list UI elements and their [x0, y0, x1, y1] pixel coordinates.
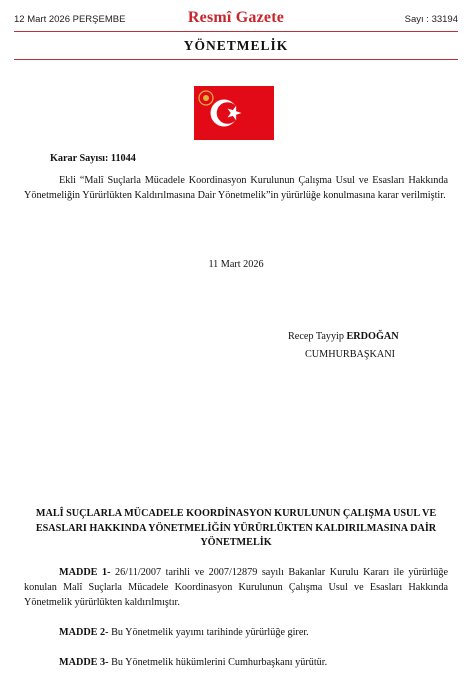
article-1-text: 26/11/2007 tarihli ve 2007/12879 sayılı Bakanlar Kurulu Kararı ile yürürlüğe konulan Malî Suçlarla Mücadele Koordinasyon Kurulunun Çalışma Usul ve Esasları Hakkında Yönetmelik yürürlükten kaldırılmıştır. [24, 567, 449, 608]
article-1-label: MADDE 1- [59, 567, 111, 578]
section-title: YÖNETMELİK [183, 38, 289, 53]
article-3-label: MADDE 3- [59, 657, 109, 668]
decision-number: Karar Sayısı: 11044 [50, 153, 136, 164]
article-3-text: Bu Yönetmelik hükümlerini Cumhurbaşkanı yürütür. [108, 657, 328, 668]
article-2 [59, 625, 449, 640]
article-2-text: Bu Yönetmelik yayımı tarihinde yürürlüğe girer. [108, 627, 309, 638]
signer-last-name: ERDOĞAN [346, 331, 399, 342]
article-1 [24, 565, 448, 610]
article-3 [59, 655, 449, 670]
section-divider [14, 59, 458, 60]
regulation-title: MALÎ SUÇLARLA MÜCADELE KOORDİNASYON KURULUNUN ÇALIŞMA USUL VE ESASLARI HAKKINDA YÖNETMELİĞİN YÜRÜRLÜKTEN KALDIRILMASINA DAİR YÖNETMELİK [35, 508, 437, 548]
header-divider [14, 31, 458, 32]
article-2-label: MADDE 2- [59, 627, 109, 638]
signer-title: CUMHURBAŞKANI [305, 349, 396, 360]
signer-name [288, 329, 448, 344]
turkish-flag-icon [194, 86, 274, 140]
decision-date: 11 Mart 2026 [208, 259, 264, 270]
issue-date: 12 Mart 2026 PERŞEMBE [14, 14, 126, 25]
signer-first-name: Recep Tayyip [288, 331, 347, 342]
issue-number: Sayı : 33194 [404, 14, 458, 25]
masthead-title: Resmî Gazete [187, 9, 285, 26]
decision-text: Ekli “Malî Suçlarla Mücadele Koordinasyon Kurulunun Çalışma Usul ve Esasları Hakkında Yönetmeliğin Yürürlükten Kaldırılmasına Dair Yönetmelik”in yürürlüğe konulmasına karar verilmiştir. [24, 175, 448, 201]
